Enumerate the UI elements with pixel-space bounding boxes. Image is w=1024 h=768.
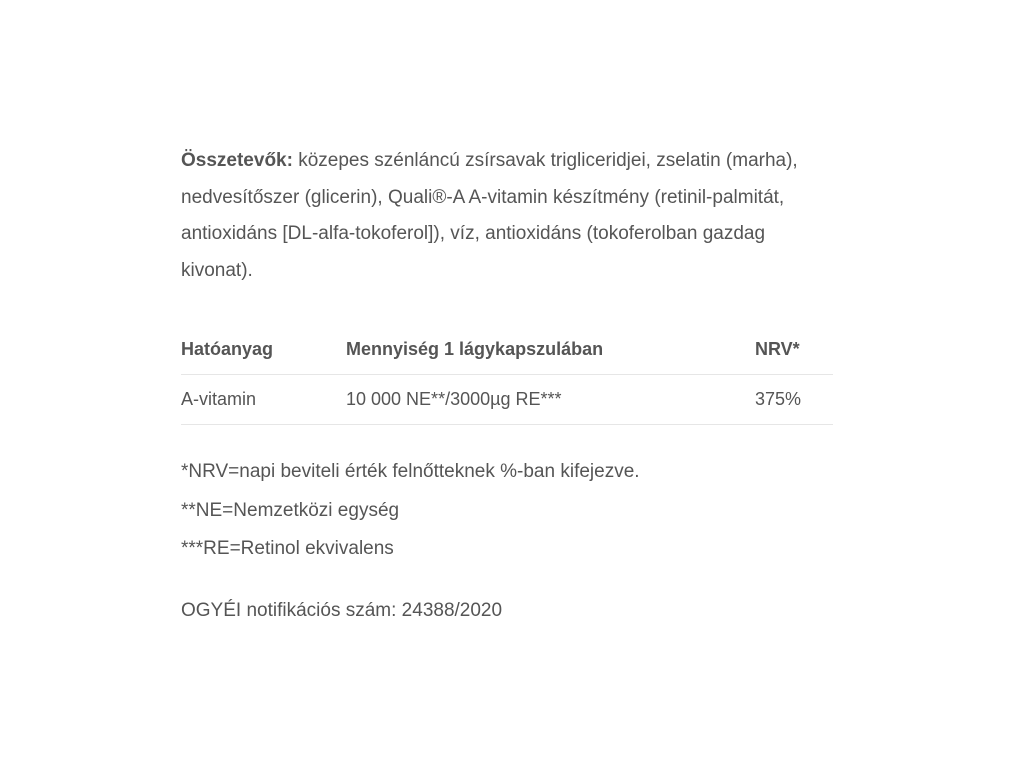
header-active-ingredient: Hatóanyag: [181, 325, 346, 375]
table-row: [181, 375, 833, 425]
ingredients-paragraph: [181, 143, 841, 289]
nutrition-table: [181, 325, 833, 425]
table-header-row: [181, 325, 833, 375]
notification-number: OGYÉI notifikációs szám: 24388/2020: [181, 599, 503, 621]
ingredients-text: közepes szénláncú zsírsavak trigliceridjei, zselatin (marha), nedvesítőszer (glicerin), Quali®-A A-vitamin készítmény (retinil-palmitát, antioxidáns [DL-alfa-tokoferol]), víz, antioxidáns (tokoferolban gazdag kivonat).: [181, 150, 798, 281]
header-nrv: NRV*: [755, 325, 833, 375]
header-amount: Mennyiség 1 lágykapszulában: [346, 325, 755, 375]
product-info: [181, 143, 841, 625]
ingredients-label: Összetevők:: [181, 150, 293, 171]
footnote-nrv: *NRV=napi beviteli érték felnőtteknek %-ban kifejezve.: [181, 461, 640, 482]
cell-amount: 10 000 NE**/3000µg RE***: [346, 375, 755, 425]
cell-ingredient: A-vitamin: [181, 375, 346, 425]
footnote-ne: **NE=Nemzetközi egység: [181, 499, 400, 521]
footnotes: [181, 453, 841, 569]
footnote-re: ***RE=Retinol ekvivalens: [181, 538, 394, 559]
cell-nrv: 375%: [755, 375, 833, 425]
